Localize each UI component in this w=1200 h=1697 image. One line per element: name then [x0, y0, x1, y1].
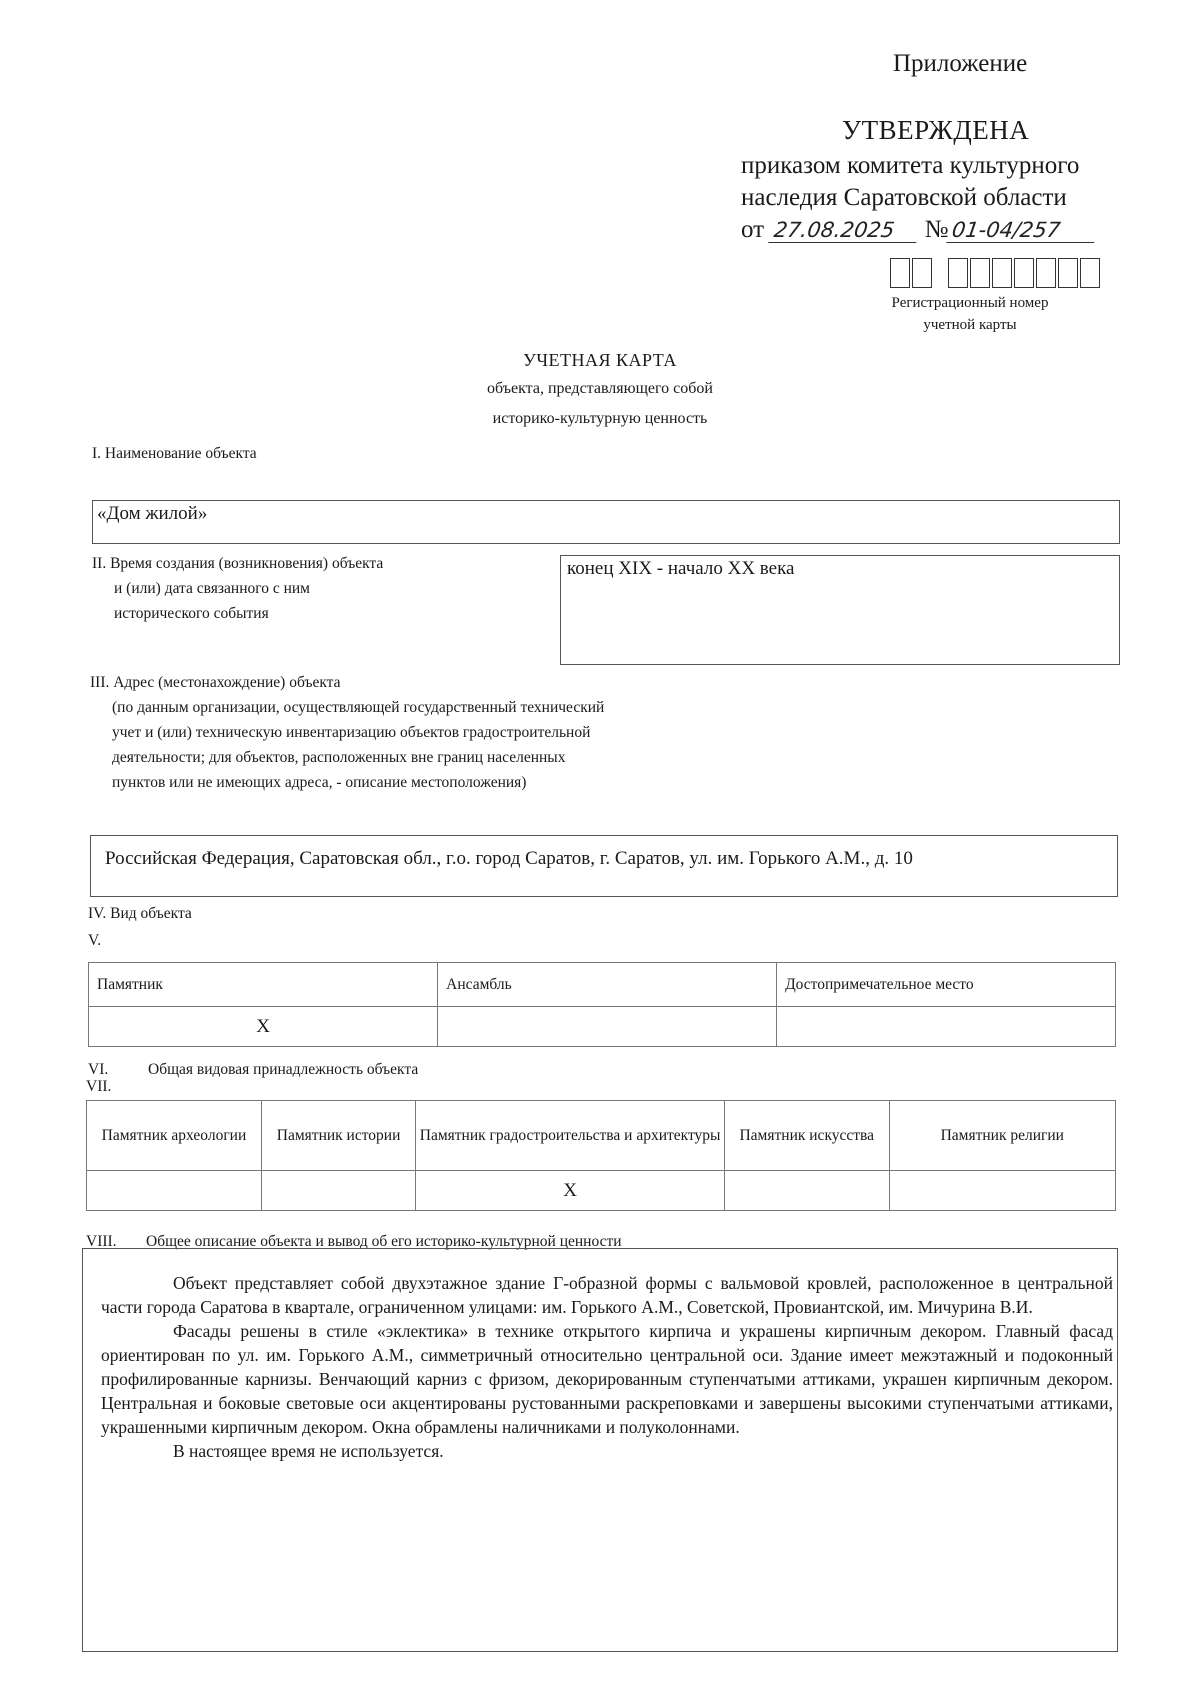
- type-mark-monument: X: [89, 1007, 438, 1047]
- type-header-ensemble: Ансамбль: [438, 963, 777, 1007]
- object-type-table: [88, 962, 1116, 1047]
- section-5-number: V.: [88, 932, 102, 949]
- order-line-1: приказом комитета культурного: [741, 152, 1080, 179]
- reg-digit-box: [992, 258, 1012, 288]
- type-mark-landmark: [777, 1007, 1116, 1047]
- reg-digit-box: [970, 258, 990, 288]
- card-title: УЧЕТНАЯ КАРТА: [523, 350, 677, 370]
- section-2-label-line: исторического события: [114, 605, 269, 622]
- appendix-label: Приложение: [893, 50, 1028, 77]
- section-3-label-line: деятельности; для объектов, расположенных вне границ населенных: [112, 749, 566, 766]
- section-3-label: [90, 670, 604, 795]
- description-paragraph-2: Фасады решены в стиле «эклектика» в технике открытого кирпича и украшены кирпичным декором. Главный фасад ориентирован по ул. им. Горького А.М., симметричный относительно центральной оси. Здание имеет межэтажный и подоконный профилированные карнизы. Венчающий карниз с фризом, декорированным ступенчатыми аттиками, украшен кирпичным декором. Центральная и боковые световые оси акцентированы рустованными раскреповками и завершены высокими ступенчатыми аттиками, украшенными кирпичным декором. Окна обрамлены наличниками и полуколоннами.: [101, 1321, 1113, 1437]
- section-8-label: Общее описание объекта и вывод об его историко-культурной ценности: [146, 1233, 622, 1250]
- creation-time-field: [560, 555, 1120, 665]
- category-mark-architecture: X: [416, 1171, 725, 1211]
- order-number: 01-04/257: [947, 218, 1099, 243]
- section-3-label-line: пунктов или не имеющих адреса, - описание местоположения): [112, 774, 527, 791]
- section-1-label: I. Наименование объекта: [92, 445, 257, 462]
- reg-label-line: Регистрационный номер: [891, 295, 1049, 311]
- reg-digit-box: [1014, 258, 1034, 288]
- category-mark-art: [724, 1171, 889, 1211]
- description-paragraph-1: Объект представляет собой двухэтажное здание Г-образной формы с вальмовой кровлей, расположенное в центральной части города Саратова в квартале, ограниченном улицами: им. Горького А.М., Советской, Провиантской, им. Мичурина В.И.: [101, 1273, 1113, 1317]
- card-subtitle-2: историко-культурную ценность: [492, 410, 708, 427]
- address-value: Российская Федерация, Саратовская обл., г.о. город Саратов, г. Саратов, ул. им. Горького А.М., д. 10: [105, 848, 913, 869]
- order-line-2: наследия Саратовской области: [741, 184, 1067, 211]
- card-subtitle-1: объекта, представляющего собой: [487, 380, 713, 397]
- reg-digit-box: [890, 258, 910, 288]
- type-header-monument: Памятник: [89, 963, 438, 1007]
- section-3-label-line: учет и (или) техническую инвентаризацию объектов градостроительной: [112, 724, 591, 741]
- category-header-art: Памятник искусства: [724, 1101, 889, 1171]
- reg-digit-box: [1036, 258, 1056, 288]
- object-name-field: [92, 500, 1120, 544]
- order-date: 27.08.2025: [769, 218, 921, 243]
- section-7-number: VII.: [86, 1078, 112, 1095]
- order-date-line: [741, 216, 1096, 244]
- address-field: [90, 835, 1118, 897]
- reg-digit-box: [1080, 258, 1100, 288]
- section-6-number: VI.: [88, 1061, 109, 1078]
- section-3-label-line: III. Адрес (местонахождение) объекта: [90, 674, 341, 691]
- category-mark-history: [261, 1171, 415, 1211]
- reg-digit-box: [948, 258, 968, 288]
- description-field: [82, 1248, 1118, 1652]
- section-4-label: IV. Вид объекта: [88, 905, 192, 922]
- type-header-landmark: Достопримечательное место: [777, 963, 1116, 1007]
- section-2-label-line: II. Время создания (возникновения) объекта: [92, 555, 384, 572]
- from-label: от: [741, 216, 765, 243]
- reg-digit-box: [912, 258, 932, 288]
- category-header-architecture: Памятник градостроительства и архитектуры: [416, 1101, 725, 1171]
- registration-number-boxes: [890, 258, 1102, 288]
- registration-number-label: [850, 292, 1090, 336]
- section-2-label-line: и (или) дата связанного с ним: [114, 580, 310, 597]
- category-header-history: Памятник истории: [261, 1101, 415, 1171]
- category-header-religion: Памятник религии: [889, 1101, 1115, 1171]
- section-8-number: VIII.: [86, 1233, 117, 1250]
- creation-time-value: конец XIX - начало XX века: [567, 558, 795, 579]
- section-2-label: [92, 551, 383, 626]
- description-paragraph-3: В настоящее время не используется.: [173, 1441, 444, 1461]
- category-table: [86, 1100, 1116, 1211]
- category-mark-religion: [889, 1171, 1115, 1211]
- category-header-archaeology: Памятник археологии: [87, 1101, 262, 1171]
- reg-label-line: учетной карты: [923, 317, 1017, 333]
- reg-digit-box: [1058, 258, 1078, 288]
- approved-label: УТВЕРЖДЕНА: [842, 115, 1030, 145]
- object-name-value: «Дом жилой»: [97, 503, 208, 524]
- section-6-label: Общая видовая принадлежность объекта: [148, 1061, 419, 1078]
- type-mark-ensemble: [438, 1007, 777, 1047]
- number-label: №: [924, 216, 949, 243]
- section-3-label-line: (по данным организации, осуществляющей государственный технический: [112, 699, 605, 716]
- category-mark-archaeology: [87, 1171, 262, 1211]
